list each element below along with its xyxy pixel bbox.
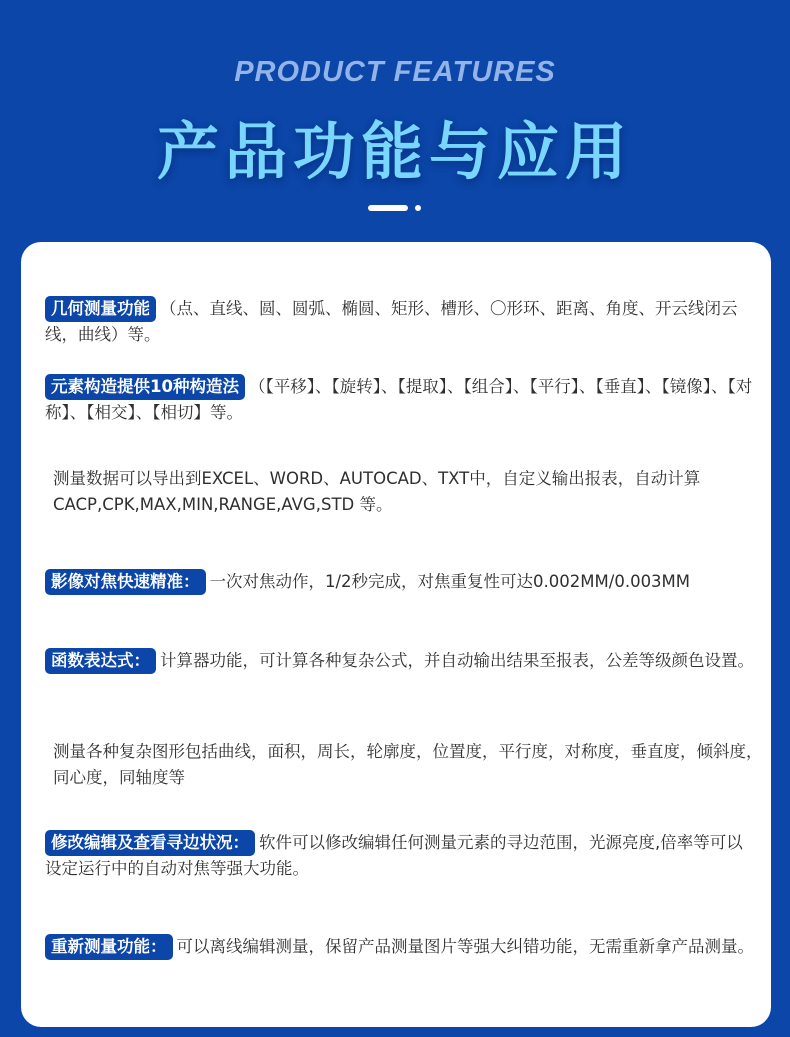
feature-item: [45, 466, 763, 518]
feature-tag: 重新测量功能：: [45, 934, 173, 960]
section-title: 产品功能与应用: [156, 115, 633, 188]
feature-item: [45, 569, 755, 595]
decorative-dash: [368, 205, 408, 211]
feature-text: 测量数据可以导出到EXCEL、WORD、AUTOCAD、TXT中，自定义输出报表，自动计算 CACP,CPK,MAX,MIN,RANGE,AVG,STD 等。: [53, 469, 701, 514]
feature-item: [45, 648, 755, 674]
feature-tag: 修改编辑及查看寻边状况：: [45, 830, 255, 856]
feature-tag: 影像对焦快速精准：: [45, 569, 206, 595]
features-card: [21, 242, 771, 1027]
feature-item: [45, 739, 763, 791]
feature-tag: 几何测量功能: [45, 296, 156, 322]
feature-item: [45, 830, 755, 882]
feature-text: （【平移】、【旋转】、【提取】、【组合】、【平行】、【垂直】、【镜像】、【对称】、【相交】、【相切】等。: [45, 377, 753, 422]
header: [0, 0, 790, 240]
decorative-dot: [415, 205, 421, 211]
feature-item: [45, 296, 755, 348]
feature-text: 可以离线编辑测量，保留产品测量图片等强大纠错功能，无需重新拿产品测量。: [176, 937, 754, 956]
feature-item: [45, 934, 755, 960]
feature-tag: 函数表达式：: [45, 648, 156, 674]
feature-text: 软件可以修改编辑任何测量元素的寻边范围，光源亮度,倍率等可以设定运行中的自动对焦等强大功能。: [45, 833, 743, 878]
feature-text: 计算器功能，可计算各种复杂公式，并自动输出结果至报表，公差等级颜色设置。: [160, 651, 754, 670]
feature-item: [45, 374, 755, 426]
feature-text: （点、直线、圆、圆弧、椭圆、矩形、槽形、〇形环、距离、角度、开云线闭云线，曲线）等。: [45, 299, 738, 344]
section-subtitle: PRODUCT FEATURES: [234, 56, 556, 88]
feature-text: 测量各种复杂图形包括曲线，面积，周长，轮廓度，位置度，平行度，对称度，垂直度，倾斜度，同心度，同轴度等: [53, 742, 763, 787]
feature-tag: 元素构造提供10种构造法: [45, 374, 245, 400]
feature-text: 一次对焦动作，1/2秒完成，对焦重复性可达0.002MM/0.003MM: [209, 572, 691, 591]
